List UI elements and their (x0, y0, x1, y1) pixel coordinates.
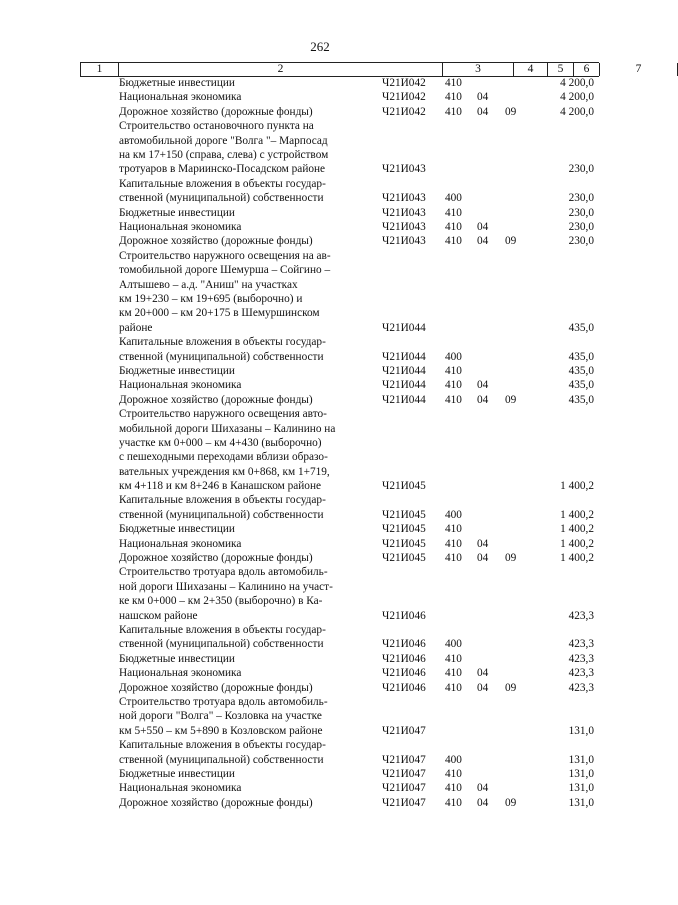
description-line: км 20+000 – км 20+175 в Шемуршинском (119, 307, 320, 320)
description-line: с пешеходными переходами вблизи образо- (119, 451, 328, 464)
row-code: Ч21И045 (382, 508, 426, 521)
description-line: км 5+550 – км 5+890 в Козловском районе (119, 724, 323, 737)
row-col-5: 04 (477, 379, 489, 392)
row-amount: 131,0 (568, 753, 594, 766)
row-code: Ч21И043 (382, 192, 426, 205)
row-col-5: 04 (477, 393, 489, 406)
row-code: Ч21И047 (382, 767, 426, 780)
row-code: Ч21И045 (382, 523, 426, 536)
row-col-4: 410 (445, 552, 462, 565)
row-col-5: 04 (477, 235, 489, 248)
row-code: Ч21И046 (382, 667, 426, 680)
table-row (0, 335, 640, 364)
table-row (0, 493, 640, 522)
row-description (119, 652, 367, 666)
description-line: Национальная экономика (119, 667, 242, 680)
row-amount: 131,0 (568, 796, 594, 809)
description-line: ной дороги "Волга" – Козловка на участке (119, 710, 322, 723)
row-description (119, 234, 367, 248)
description-line: Капитальные вложения в объекты государ- (119, 336, 326, 349)
row-amount: 423,3 (568, 638, 594, 651)
row-description (119, 364, 367, 378)
description-line: Дорожное хозяйство (дорожные фонды) (119, 393, 313, 406)
description-line: ной дороги Шихазаны – Калинино на участ- (119, 580, 333, 593)
description-line: Капитальные вложения в объекты государ- (119, 624, 326, 637)
description-line: Строительство наружного освещения авто- (119, 408, 327, 421)
row-code: Ч21И046 (382, 652, 426, 665)
description-line: Капитальные вложения в объекты государ- (119, 494, 326, 507)
table-row (0, 177, 640, 206)
table-row (0, 407, 640, 493)
description-line: ственной (муниципальной) собственности (119, 350, 324, 363)
description-line: Бюджетные инвестиции (119, 523, 235, 536)
row-amount: 131,0 (568, 767, 594, 780)
page-number: 262 (310, 39, 330, 54)
row-description (119, 565, 367, 623)
table-row (0, 565, 640, 623)
description-line: Бюджетные инвестиции (119, 652, 235, 665)
row-amount: 435,0 (568, 364, 594, 377)
row-amount: 435,0 (568, 379, 594, 392)
row-code: Ч21И047 (382, 796, 426, 809)
row-description (119, 551, 367, 565)
row-code: Ч21И043 (382, 220, 426, 233)
row-col-5: 04 (477, 681, 489, 694)
row-code: Ч21И044 (382, 350, 426, 363)
row-col-5: 04 (477, 552, 489, 565)
row-amount: 423,3 (568, 681, 594, 694)
row-description (119, 335, 367, 364)
row-col-5: 04 (477, 782, 489, 795)
description-line: мобильной дороги Шихазаны – Калинино на (119, 422, 336, 435)
description-line: Национальная экономика (119, 537, 242, 550)
table-row (0, 666, 640, 680)
row-description (119, 407, 367, 493)
description-line: томобильной дороге Шемурша – Сойгино – (119, 264, 331, 277)
row-code: Ч21И046 (382, 638, 426, 651)
table-row (0, 234, 640, 248)
table-row (0, 206, 640, 220)
row-code: Ч21И046 (382, 681, 426, 694)
row-code: Ч21И047 (382, 753, 426, 766)
table-row (0, 796, 640, 810)
description-line: тротуаров в Мариинско-Посадском районе (119, 163, 326, 176)
table-header (80, 62, 642, 77)
description-line: Национальная экономика (119, 379, 242, 392)
table-row (0, 105, 640, 119)
description-line: ственной (муниципальной) собственности (119, 753, 324, 766)
description-line: Национальная экономика (119, 220, 242, 233)
description-line: Строительство остановочного пункта на (119, 120, 314, 133)
description-line: Строительство тротуара вдоль автомобиль- (119, 696, 328, 709)
description-line: вательных учреждения км 0+868, км 1+719, (119, 465, 330, 478)
row-col-4: 410 (445, 681, 462, 694)
description-line: Дорожное хозяйство (дорожные фонды) (119, 105, 313, 118)
header-col-4: 4 (514, 63, 548, 76)
row-description (119, 522, 367, 536)
row-description (119, 738, 367, 767)
row-description (119, 393, 367, 407)
row-amount: 435,0 (568, 393, 594, 406)
row-col-4: 410 (445, 796, 462, 809)
table-row (0, 537, 640, 551)
row-amount: 131,0 (568, 782, 594, 795)
description-line: участке км 0+000 – км 4+430 (выборочно) (119, 436, 322, 449)
row-code: Ч21И042 (382, 91, 426, 104)
row-amount: 131,0 (568, 724, 594, 737)
row-col-6: 09 (505, 105, 517, 118)
description-line: Национальная экономика (119, 91, 242, 104)
row-col-4: 410 (445, 76, 462, 89)
description-line: ственной (муниципальной) собственности (119, 508, 324, 521)
row-amount: 230,0 (568, 192, 594, 205)
row-description (119, 681, 367, 695)
row-description (119, 206, 367, 220)
row-description (119, 695, 367, 738)
row-code: Ч21И045 (382, 480, 426, 493)
row-code: Ч21И044 (382, 379, 426, 392)
description-line: Алтышево – а.д. "Аниш" на участках (119, 278, 298, 291)
table-row (0, 364, 640, 378)
table-row (0, 522, 640, 536)
row-code: Ч21И042 (382, 76, 426, 89)
description-line: автомобильной дороге "Волга "– Марпосад (119, 134, 328, 147)
row-col-6: 09 (505, 552, 517, 565)
description-line: Капитальные вложения в объекты государ- (119, 739, 326, 752)
row-description (119, 119, 367, 177)
row-col-4: 410 (445, 105, 462, 118)
row-amount: 230,0 (568, 206, 594, 219)
row-amount: 4 200,0 (560, 76, 594, 89)
row-col-4: 410 (445, 652, 462, 665)
table-row (0, 695, 640, 738)
row-amount: 230,0 (568, 220, 594, 233)
row-amount: 423,3 (568, 667, 594, 680)
description-line: км 19+230 – км 19+695 (выборочно) и (119, 292, 303, 305)
table-row (0, 623, 640, 652)
header-col-1: 1 (81, 63, 119, 76)
row-col-4: 410 (445, 379, 462, 392)
row-col-4: 400 (445, 638, 462, 651)
row-col-5: 04 (477, 667, 489, 680)
row-col-6: 09 (505, 235, 517, 248)
row-amount: 1 400,2 (560, 552, 594, 565)
row-code: Ч21И047 (382, 724, 426, 737)
row-description (119, 537, 367, 551)
row-col-4: 400 (445, 192, 462, 205)
row-description (119, 249, 367, 335)
row-col-4: 410 (445, 393, 462, 406)
row-code: Ч21И042 (382, 105, 426, 118)
table-row (0, 76, 640, 90)
row-col-6: 09 (505, 796, 517, 809)
row-col-5: 04 (477, 105, 489, 118)
row-col-6: 09 (505, 681, 517, 694)
row-col-4: 410 (445, 667, 462, 680)
row-amount: 230,0 (568, 163, 594, 176)
description-line: ственной (муниципальной) собственности (119, 192, 324, 205)
row-col-4: 400 (445, 508, 462, 521)
row-col-4: 410 (445, 206, 462, 219)
row-col-4: 400 (445, 350, 462, 363)
row-description (119, 76, 367, 90)
table-row (0, 652, 640, 666)
row-col-4: 410 (445, 91, 462, 104)
row-col-4: 400 (445, 753, 462, 766)
row-amount: 423,3 (568, 609, 594, 622)
row-description (119, 378, 367, 392)
row-description (119, 666, 367, 680)
table-row (0, 781, 640, 795)
row-col-4: 410 (445, 767, 462, 780)
header-col-7: 7 (600, 63, 678, 76)
description-line: Бюджетные инвестиции (119, 206, 235, 219)
header-col-5: 5 (548, 63, 574, 76)
row-description (119, 623, 367, 652)
row-col-5: 04 (477, 220, 489, 233)
table-row (0, 681, 640, 695)
row-code: Ч21И047 (382, 782, 426, 795)
row-code: Ч21И043 (382, 235, 426, 248)
description-line: Дорожное хозяйство (дорожные фонды) (119, 552, 313, 565)
row-description (119, 767, 367, 781)
row-amount: 423,3 (568, 652, 594, 665)
row-description (119, 105, 367, 119)
row-code: Ч21И043 (382, 163, 426, 176)
row-col-5: 04 (477, 537, 489, 550)
table-row (0, 90, 640, 104)
table-row (0, 220, 640, 234)
description-line: Национальная экономика (119, 782, 242, 795)
description-line: ственной (муниципальной) собственности (119, 638, 324, 651)
row-col-4: 410 (445, 364, 462, 377)
row-code: Ч21И044 (382, 393, 426, 406)
description-line: нашском районе (119, 609, 198, 622)
description-line: км 4+118 и км 8+246 в Канашском районе (119, 480, 322, 493)
header-col-3: 3 (443, 63, 514, 76)
table-row (0, 249, 640, 335)
table-body (0, 76, 640, 810)
row-col-4: 410 (445, 235, 462, 248)
row-amount: 1 400,2 (560, 480, 594, 493)
table-row (0, 378, 640, 392)
row-description (119, 781, 367, 795)
description-line: Бюджетные инвестиции (119, 364, 235, 377)
table-row (0, 551, 640, 565)
description-line: ке км 0+000 – км 2+350 (выборочно) в Ка- (119, 595, 323, 608)
row-amount: 230,0 (568, 235, 594, 248)
table-row (0, 393, 640, 407)
row-code: Ч21И045 (382, 552, 426, 565)
row-col-4: 410 (445, 523, 462, 536)
description-line: Бюджетные инвестиции (119, 768, 235, 780)
row-amount: 4 200,0 (560, 91, 594, 104)
header-col-6: 6 (574, 63, 600, 76)
description-line: Дорожное хозяйство (дорожные фонды) (119, 235, 313, 248)
row-code: Ч21И044 (382, 364, 426, 377)
row-amount: 435,0 (568, 321, 594, 334)
table-row (0, 119, 640, 177)
row-amount: 435,0 (568, 350, 594, 363)
row-col-5: 04 (477, 796, 489, 809)
row-amount: 1 400,2 (560, 537, 594, 550)
description-line: Капитальные вложения в объекты государ- (119, 177, 326, 190)
row-col-4: 410 (445, 220, 462, 233)
row-description (119, 177, 367, 206)
row-code: Ч21И046 (382, 609, 426, 622)
row-col-4: 410 (445, 537, 462, 550)
row-description (119, 90, 367, 104)
description-line: Строительство тротуара вдоль автомобиль- (119, 566, 328, 579)
description-line: на км 17+150 (справа, слева) с устройством (119, 148, 329, 161)
row-code: Ч21И045 (382, 537, 426, 550)
description-line: Бюджетные инвестиции (119, 77, 235, 89)
row-amount: 1 400,2 (560, 508, 594, 521)
row-description (119, 220, 367, 234)
table-row (0, 738, 640, 767)
row-description (119, 493, 367, 522)
header-col-2: 2 (119, 63, 443, 76)
table-row (0, 767, 640, 781)
row-col-6: 09 (505, 393, 517, 406)
row-code: Ч21И043 (382, 206, 426, 219)
description-line: Строительство наружного освещения на ав- (119, 249, 331, 262)
row-amount: 1 400,2 (560, 523, 594, 536)
row-description (119, 796, 367, 810)
row-col-5: 04 (477, 91, 489, 104)
description-line: Дорожное хозяйство (дорожные фонды) (119, 796, 313, 809)
description-line: Дорожное хозяйство (дорожные фонды) (119, 681, 313, 694)
row-code: Ч21И044 (382, 321, 426, 334)
row-amount: 4 200,0 (560, 105, 594, 118)
row-col-4: 410 (445, 782, 462, 795)
description-line: районе (119, 321, 153, 334)
